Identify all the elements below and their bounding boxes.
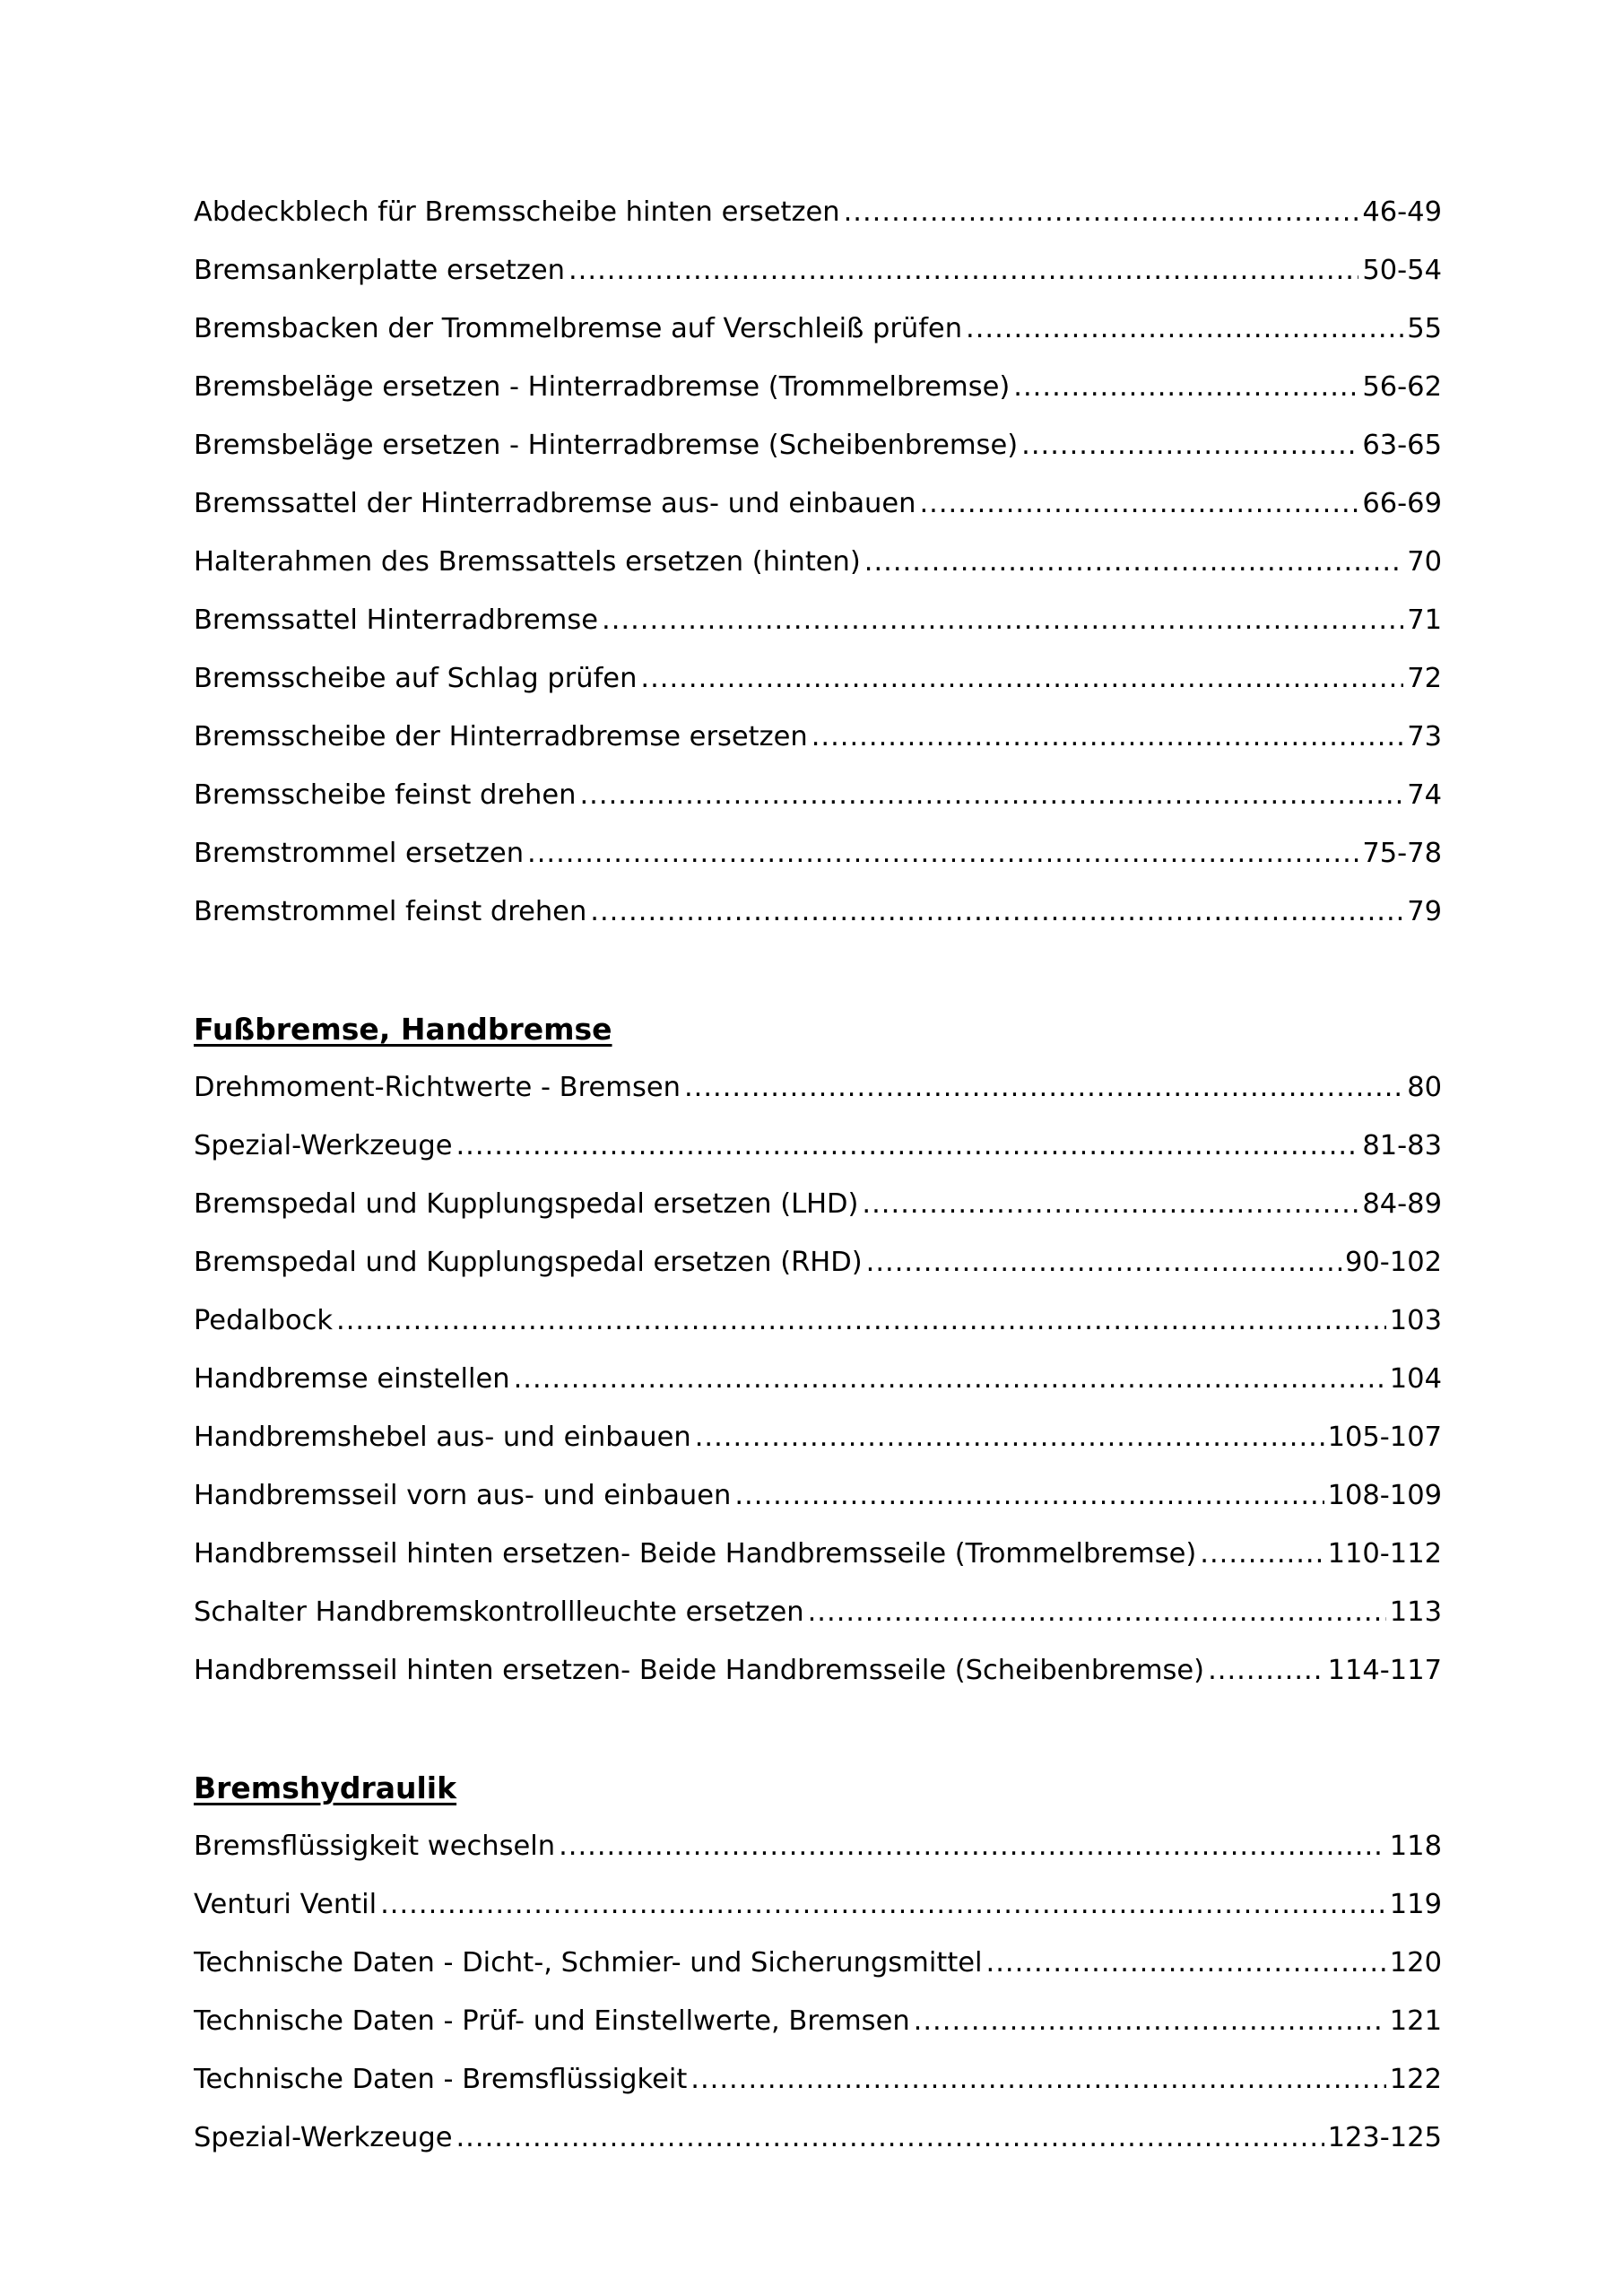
toc-entry-title: Venturi Ventil <box>194 1889 378 1920</box>
section-gap <box>194 1700 1442 1759</box>
toc-entry[interactable] <box>194 1466 1442 1525</box>
toc-entry-title: Handbremsseil hinten ersetzen- Beide Handbremsseile (Scheibenbremse) <box>194 1655 1205 1686</box>
toc-entry-pages: 81-83 <box>1362 1130 1442 1161</box>
toc-entry-title: Spezial-Werkzeuge <box>194 1130 453 1161</box>
toc-entry-title: Abdeckblech für Bremsscheibe hinten ersetzen <box>194 196 840 228</box>
toc-entry-title: Bremsflüssigkeit wechseln <box>194 1831 556 1862</box>
toc-entry-title: Bremspedal und Kupplungspedal ersetzen (RHD) <box>194 1247 863 1278</box>
toc-entry-pages: 104 <box>1389 1363 1442 1395</box>
dot-leader <box>1208 1641 1324 1700</box>
toc-entry-pages: 70 <box>1407 546 1442 578</box>
toc-entry[interactable] <box>194 1641 1442 1700</box>
toc-entry[interactable] <box>194 1233 1442 1292</box>
toc-entry-pages: 122 <box>1389 2064 1442 2095</box>
toc-entry[interactable] <box>194 474 1442 533</box>
toc-entry[interactable] <box>194 533 1442 591</box>
toc-entry-pages: 90-102 <box>1344 1247 1442 1278</box>
toc-entry[interactable] <box>194 883 1442 941</box>
toc-entry-pages: 63-65 <box>1362 430 1442 461</box>
dot-leader <box>602 591 1403 649</box>
toc-entry-title: Schalter Handbremskontrollleuchte ersetzen <box>194 1596 804 1628</box>
toc-entry-title: Bremssattel Hinterradbremse <box>194 604 599 636</box>
dot-leader <box>734 1466 1324 1525</box>
section-heading: Fußbremse, Handbremse <box>194 1012 612 1047</box>
dot-leader <box>695 1408 1324 1466</box>
toc-entry[interactable] <box>194 241 1442 300</box>
toc-entry[interactable] <box>194 1350 1442 1408</box>
toc-entry[interactable] <box>194 1292 1442 1350</box>
toc-entry-pages: 72 <box>1407 663 1442 694</box>
toc-entry-title: Bremsscheibe der Hinterradbremse ersetzen <box>194 721 808 752</box>
toc-entry[interactable] <box>194 1058 1442 1117</box>
dot-leader <box>380 1875 1386 1934</box>
toc-entry-pages: 46-49 <box>1362 196 1442 228</box>
toc-entry-pages: 119 <box>1389 1889 1442 1920</box>
toc-entry-pages: 66-69 <box>1362 488 1442 519</box>
toc-entry[interactable] <box>194 649 1442 708</box>
toc-entry[interactable] <box>194 591 1442 649</box>
toc-entry-pages: 73 <box>1407 721 1442 752</box>
toc-entry-pages: 75-78 <box>1362 838 1442 869</box>
toc-entry-title: Handbremsseil vorn aus- und einbauen <box>194 1480 732 1511</box>
toc-entry[interactable] <box>194 1117 1442 1175</box>
dot-leader <box>966 300 1403 358</box>
dot-leader <box>336 1292 1386 1350</box>
dot-leader <box>862 1175 1358 1233</box>
toc-entry-title: Handbremshebel aus- und einbauen <box>194 1422 691 1453</box>
dot-leader <box>986 1934 1386 1992</box>
section-heading: Bremshydraulik <box>194 1770 457 1805</box>
toc-entry-pages: 84-89 <box>1362 1188 1442 1220</box>
toc-entry-title: Bremsankerplatte ersetzen <box>194 255 565 286</box>
toc-entry-pages: 74 <box>1407 779 1442 811</box>
toc-entry[interactable] <box>194 1583 1442 1641</box>
dot-leader <box>456 2109 1324 2167</box>
dot-leader <box>559 1817 1386 1875</box>
toc-entry-title: Bremsscheibe auf Schlag prüfen <box>194 663 638 694</box>
toc-entry-title: Technische Daten - Prüf- und Einstellwerte, Bremsen <box>194 2005 910 2037</box>
toc-entry[interactable] <box>194 2109 1442 2167</box>
toc-entry[interactable] <box>194 300 1442 358</box>
toc-entry[interactable] <box>194 1817 1442 1875</box>
toc-entry-title: Technische Daten - Bremsflüssigkeit <box>194 2064 688 2095</box>
dot-leader <box>684 1058 1403 1117</box>
toc-entry[interactable] <box>194 1408 1442 1466</box>
dot-leader <box>579 766 1403 824</box>
toc-entry-pages: 55 <box>1407 313 1442 344</box>
toc-entry-pages: 105-107 <box>1327 1422 1442 1453</box>
toc-entry[interactable] <box>194 1875 1442 1934</box>
toc-entry-title: Bremstrommel feinst drehen <box>194 896 587 927</box>
toc-entry-pages: 71 <box>1407 604 1442 636</box>
dot-leader <box>640 649 1403 708</box>
toc-entry[interactable] <box>194 824 1442 883</box>
toc-entry-pages: 50-54 <box>1362 255 1442 286</box>
section-gap <box>194 941 1442 1000</box>
toc-entry-pages: 108-109 <box>1327 1480 1442 1511</box>
dot-leader <box>514 1350 1386 1408</box>
dot-leader <box>568 241 1358 300</box>
toc-entry-pages: 110-112 <box>1327 1538 1442 1570</box>
toc-entry-pages: 80 <box>1407 1072 1442 1103</box>
toc-entry-title: Halterahmen des Bremssattels ersetzen (hinten) <box>194 546 861 578</box>
toc-entry-title: Handbremsseil hinten ersetzen- Beide Handbremsseile (Trommelbremse) <box>194 1538 1197 1570</box>
toc-entry-title: Bremsbeläge ersetzen - Hinterradbremse (Scheibenbremse) <box>194 430 1019 461</box>
toc-entry-pages: 120 <box>1389 1947 1442 1979</box>
toc-entry[interactable] <box>194 416 1442 474</box>
dot-leader <box>527 824 1358 883</box>
dot-leader <box>456 1117 1358 1175</box>
toc-entry-pages: 113 <box>1389 1596 1442 1628</box>
toc-entry[interactable] <box>194 1525 1442 1583</box>
toc-entry[interactable] <box>194 1934 1442 1992</box>
toc-entry-pages: 56-62 <box>1362 371 1442 403</box>
toc-entry-title: Bremsbeläge ersetzen - Hinterradbremse (Trommelbremse) <box>194 371 1011 403</box>
toc-entry-title: Handbremse einstellen <box>194 1363 510 1395</box>
dot-leader <box>844 183 1359 241</box>
toc-entry-title: Bremspedal und Kupplungspedal ersetzen (LHD) <box>194 1188 859 1220</box>
toc-entry-title: Bremssattel der Hinterradbremse aus- und einbauen <box>194 488 916 519</box>
toc-entry[interactable] <box>194 708 1442 766</box>
dot-leader <box>919 474 1358 533</box>
toc-entry-pages: 79 <box>1407 896 1442 927</box>
toc-entry-pages: 123-125 <box>1327 2122 1442 2153</box>
toc-entry-pages: 121 <box>1389 2005 1442 2037</box>
toc-entry-title: Spezial-Werkzeuge <box>194 2122 453 2153</box>
toc-entry-pages: 103 <box>1389 1305 1442 1336</box>
dot-leader <box>690 2050 1386 2109</box>
toc-entry[interactable] <box>194 183 1442 241</box>
toc-entry-title: Bremsbacken der Trommelbremse auf Verschleiß prüfen <box>194 313 963 344</box>
dot-leader <box>1021 416 1358 474</box>
table-of-contents <box>194 183 1442 2167</box>
dot-leader <box>1013 358 1358 416</box>
toc-entry-title: Bremstrommel ersetzen <box>194 838 525 869</box>
dot-leader <box>866 1233 1341 1292</box>
toc-entry-title: Technische Daten - Dicht-, Schmier- und Sicherungsmittel <box>194 1947 983 1979</box>
dot-leader <box>812 708 1403 766</box>
toc-entry-title: Bremsscheibe feinst drehen <box>194 779 577 811</box>
toc-entry[interactable] <box>194 358 1442 416</box>
toc-entry-pages: 118 <box>1389 1831 1442 1862</box>
toc-entry[interactable] <box>194 1175 1442 1233</box>
dot-leader <box>864 533 1403 591</box>
dot-leader <box>808 1583 1386 1641</box>
dot-leader <box>914 1992 1386 2050</box>
toc-entry[interactable] <box>194 766 1442 824</box>
toc-entry-title: Pedalbock <box>194 1305 334 1336</box>
dot-leader <box>1200 1525 1324 1583</box>
toc-entry-pages: 114-117 <box>1327 1655 1442 1686</box>
toc-entry[interactable] <box>194 2050 1442 2109</box>
toc-entry-title: Drehmoment-Richtwerte - Bremsen <box>194 1072 681 1103</box>
dot-leader <box>590 883 1403 941</box>
toc-entry[interactable] <box>194 1992 1442 2050</box>
